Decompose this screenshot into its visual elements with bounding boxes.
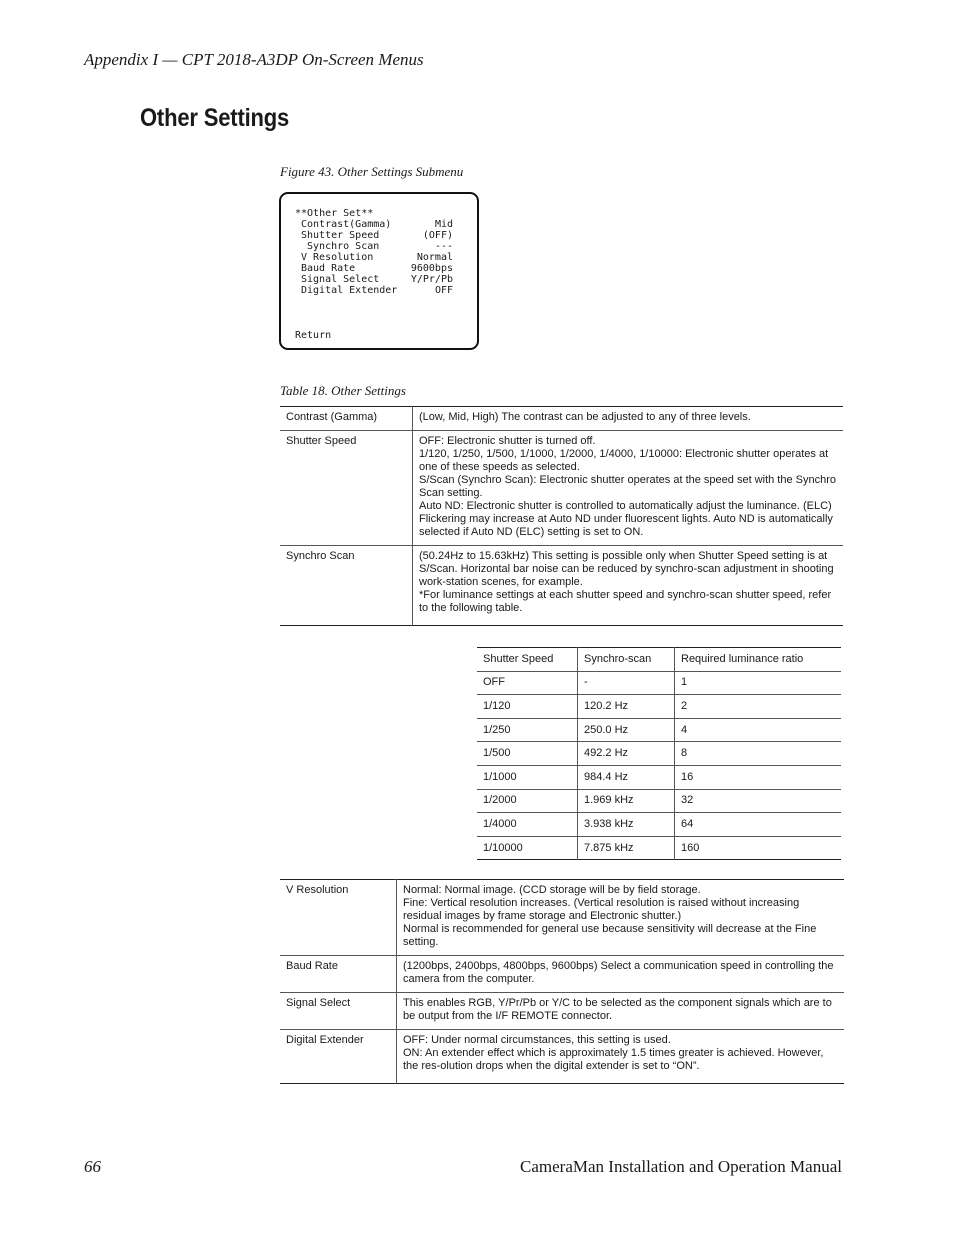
manual-title: CameraMan Installation and Operation Manual [520, 1157, 842, 1176]
table-row [477, 789, 841, 813]
setting-name: Baud Rate [280, 956, 397, 993]
table-cell: 2 [675, 695, 842, 719]
column-header: Required luminance ratio [675, 648, 842, 672]
setting-name: Contrast (Gamma) [280, 407, 413, 431]
setting-description [413, 546, 844, 626]
osd-item-value: Mid [434, 219, 453, 230]
table-cell: 7.875 kHz [578, 836, 675, 860]
figure-caption: Figure 43. Other Settings Submenu [280, 164, 464, 179]
table-cell: 4 [675, 718, 842, 742]
osd-menu-title: **Other Set** [295, 208, 374, 219]
description-line: Normal: Normal image. (CCD storage will be by field storage. [403, 884, 701, 896]
osd-item-value: 9600bps [410, 263, 453, 274]
table-cell: 1/500 [477, 742, 578, 766]
table-row [280, 956, 844, 993]
column-header: Synchro-scan [578, 648, 675, 672]
description-line: OFF: Under normal circumstances, this setting is used. [403, 1034, 671, 1046]
setting-description [413, 407, 844, 431]
table-row [280, 546, 843, 626]
luminance-ratio-table [477, 647, 841, 860]
table-row [280, 1030, 844, 1084]
table-cell: 984.4 Hz [578, 765, 675, 789]
osd-return-item: Return [295, 330, 332, 341]
description-line: S/Scan (Synchro Scan): Electronic shutter operates at the speed set with the Synchro Scan setting. [419, 474, 836, 499]
table-row [477, 836, 841, 860]
table-cell: OFF [477, 671, 578, 695]
setting-name: Shutter Speed [280, 431, 413, 546]
setting-name: Signal Select [280, 993, 397, 1030]
table-cell: 1.969 kHz [578, 789, 675, 813]
table-header-row [477, 648, 841, 672]
table-row [477, 718, 841, 742]
osd-item-label: Synchro Scan [301, 241, 380, 252]
table-cell: 1/250 [477, 718, 578, 742]
osd-item-label: Shutter Speed [301, 230, 380, 241]
setting-name: Synchro Scan [280, 546, 413, 626]
osd-item-label: Baud Rate [301, 263, 356, 274]
table-cell: - [578, 671, 675, 695]
osd-item-value: --- [434, 241, 453, 252]
description-line: Normal is recommended for general use because sensitivity will decrease at the Fine setting. [403, 923, 817, 948]
section-title: Other Settings [140, 104, 290, 132]
description-line: This enables RGB, Y/Pr/Pb or Y/C to be selected as the component signals which are to be output from the I/F REMOTE connector. [403, 997, 832, 1022]
table-cell: 8 [675, 742, 842, 766]
table-cell: 1/4000 [477, 813, 578, 837]
osd-item-value: OFF [434, 285, 453, 296]
running-header: Appendix I — CPT 2018-A3DP On-Screen Menus [84, 50, 424, 69]
table-caption: Table 18. Other Settings [280, 383, 406, 398]
table-cell: 250.0 Hz [578, 718, 675, 742]
osd-item-value: Normal [416, 252, 453, 263]
osd-item-label: Digital Extender [301, 285, 398, 296]
table-row [280, 880, 844, 956]
other-settings-table [280, 406, 843, 626]
description-line: ON: An extender effect which is approximately 1.5 times greater is achieved. However, the res-olution drops when the digital extender is set to “ON”. [403, 1047, 824, 1072]
other-settings-table-continued [280, 879, 844, 1084]
table-cell: 492.2 Hz [578, 742, 675, 766]
table-row [477, 695, 841, 719]
description-line: OFF: Electronic shutter is turned off. [419, 435, 596, 447]
column-header: Shutter Speed [483, 652, 554, 665]
page-number: 66 [84, 1157, 101, 1176]
table-row [477, 671, 841, 695]
setting-description [413, 431, 844, 546]
osd-item-value: (OFF) [422, 230, 453, 241]
table-row [280, 431, 843, 546]
osd-item-label: Contrast(Gamma) [301, 219, 392, 230]
table-cell: 32 [675, 789, 842, 813]
description-line: (1200bps, 2400bps, 4800bps, 9600bps) Select a communication speed in controlling the camera from the computer. [403, 960, 834, 985]
table-cell: 1/10000 [477, 836, 578, 860]
table-row [477, 813, 841, 837]
table-cell: 16 [675, 765, 842, 789]
table-row [280, 407, 843, 431]
osd-item-label: V Resolution [301, 252, 374, 263]
table-cell: 1 [675, 671, 842, 695]
osd-item-label: Signal Select [301, 274, 380, 285]
osd-menu-figure [279, 192, 479, 350]
setting-name: Digital Extender [280, 1030, 397, 1084]
table-row [280, 993, 844, 1030]
setting-description [397, 993, 845, 1030]
table-cell: 1/1000 [477, 765, 578, 789]
setting-description [397, 1030, 845, 1084]
table-cell: 3.938 kHz [578, 813, 675, 837]
table-row [477, 765, 841, 789]
table-row [477, 742, 841, 766]
description-line: (Low, Mid, High) The contrast can be adjusted to any of three levels. [419, 411, 751, 423]
table-cell: 64 [675, 813, 842, 837]
description-line: Fine: Vertical resolution increases. (Vertical resolution is raised without increasing residual images by frame storage and Electronic shutter.) [403, 897, 800, 922]
table-cell: 160 [675, 836, 842, 860]
description-line: *For luminance settings at each shutter speed and synchro-scan shutter speed, refer to the following table. [419, 589, 832, 614]
table-cell: 1/2000 [477, 789, 578, 813]
description-line: (50.24Hz to 15.63kHz) This setting is possible only when Shutter Speed setting is at S/Scan. Horizontal bar noise can be reduced by synchro-scan adjustment in shooting work-station scenes, for example. [419, 550, 834, 588]
description-line: 1/120, 1/250, 1/500, 1/1000, 1/2000, 1/4000, 1/10000: Electronic shutter operates at one of these speeds as selected. [419, 448, 829, 473]
osd-item-value: Y/Pr/Pb [410, 274, 453, 285]
setting-description [397, 880, 845, 956]
description-line: Auto ND: Electronic shutter is controlled to automatically adjust the luminance. (ELC) Flickering may increase at Auto ND under fluorescent lights. Auto ND is automatically selected if Auto ND (ELC) setting is set to ON. [419, 500, 833, 538]
table-cell: 1/120 [477, 695, 578, 719]
setting-description [397, 956, 845, 993]
table-cell: 120.2 Hz [578, 695, 675, 719]
setting-name: V Resolution [280, 880, 397, 956]
